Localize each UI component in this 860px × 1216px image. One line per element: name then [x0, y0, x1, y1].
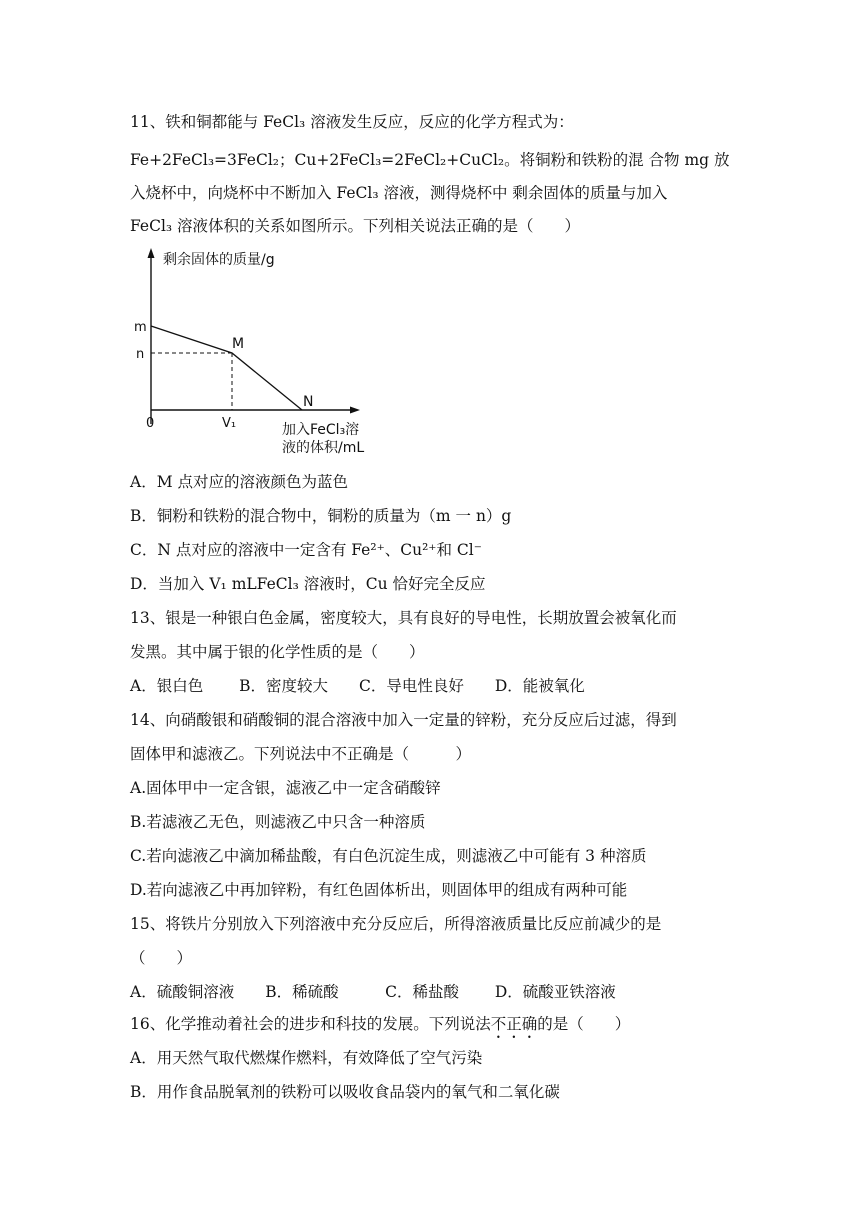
point-label-m: M — [232, 336, 245, 352]
q15-line1: 15、将铁片分别放入下列溶液中充分反应后，所得溶液质量比反应前减少的是 — [130, 915, 662, 933]
q14-line2: 固体甲和滤液乙。下列说法中不正确是（ ） — [130, 745, 472, 763]
q14-option-d: D.若向滤液乙中再加锌粉，有红色固体析出，则固体甲的组成有两种可能 — [130, 881, 628, 899]
q11-option-b: B．铜粉和铁粉的混合物中，铜粉的质量为（m 一 n）g — [130, 507, 512, 525]
point-label-n: N — [303, 394, 314, 410]
x-axis-arrow — [350, 407, 360, 414]
q11-option-c: C．N 点对应的溶液中一定含有 Fe²⁺、Cu²⁺和 Cl⁻ — [130, 541, 482, 559]
x-tick-v1: V₁ — [222, 416, 237, 431]
q14-line1: 14、向硝酸银和硝酸铜的混合溶液中加入一定量的锌粉，充分反应后过滤，得到 — [130, 711, 677, 729]
q13-line1: 13、银是一种银白色金属，密度较大，具有良好的导电性，长期放置会被氧化而 — [130, 609, 677, 627]
q11-line4: FeCl₃ 溶液体积的关系如图所示。下列相关说法正确的是（ ） — [130, 217, 581, 235]
q14-option-b: B.若滤液乙无色，则滤液乙中只含一种溶质 — [130, 813, 426, 831]
q13-options: A．银白色 B．密度较大 C．导电性良好 D．能被氧化 — [130, 677, 585, 695]
q16-line1-before: 16、化学推动着社会的进步和科技的发展。下列说法 — [130, 1015, 491, 1033]
y-tick-m: m — [134, 320, 147, 335]
q14-option-a: A.固体甲中一定含银，滤液乙中一定含硝酸锌 — [130, 779, 441, 797]
q11-intro: 11、铁和铜都能与 FeCl₃ 溶液发生反应，反应的化学方程式为： — [130, 113, 574, 131]
q15-options: A．硫酸铜溶液 B．稀硫酸 C．稀盐酸 D．硫酸亚铁溶液 — [130, 983, 616, 1001]
q16-line1 — [130, 1013, 630, 1042]
q15-line2: （ ） — [130, 949, 193, 967]
q11-option-a: A．M 点对应的溶液颜色为蓝色 — [130, 473, 348, 491]
q11-line3: 入烧杯中，向烧杯中不断加入 FeCl₃ 溶液，测得烧杯中 剩余固体的质量与加入 — [130, 184, 668, 202]
y-axis-label: 剩余固体的质量/g — [163, 252, 275, 268]
q16-line1-after: 的是（ ） — [537, 1015, 631, 1033]
y-tick-n: n — [136, 347, 145, 362]
series-line — [151, 326, 302, 410]
y-axis-arrow — [148, 248, 155, 258]
x-axis-label-line1: 加入FeCl₃溶 — [282, 422, 360, 438]
q11-option-d: D．当加入 V₁ mLFeCl₃ 溶液时，Cu 恰好完全反应 — [130, 575, 486, 593]
q13-line2: 发黑。其中属于银的化学性质的是（ ） — [130, 643, 425, 661]
x-axis-label-line2: 液的体积/mL — [282, 440, 365, 456]
q11-equations: Fe+2FeCl₃=3FeCl₂；Cu+2FeCl₃=2FeCl₂+CuCl₂。将铜粉和铁粉的混 合物 mg 放 — [130, 151, 730, 169]
q14-option-c: C.若向滤液乙中滴加稀盐酸，有白色沉淀生成，则滤液乙中可能有 3 种溶质 — [130, 847, 647, 865]
q16-line1-emphasis: 不正确 — [490, 1015, 538, 1033]
origin-label: 0 — [146, 416, 155, 431]
q16-option-b: B．用作食品脱氧剂的铁粉可以吸收食品袋内的氧气和二氧化碳 — [130, 1083, 560, 1101]
mass-volume-chart — [130, 244, 400, 464]
q16-option-a: A．用天然气取代燃煤作燃料，有效降低了空气污染 — [130, 1049, 483, 1067]
